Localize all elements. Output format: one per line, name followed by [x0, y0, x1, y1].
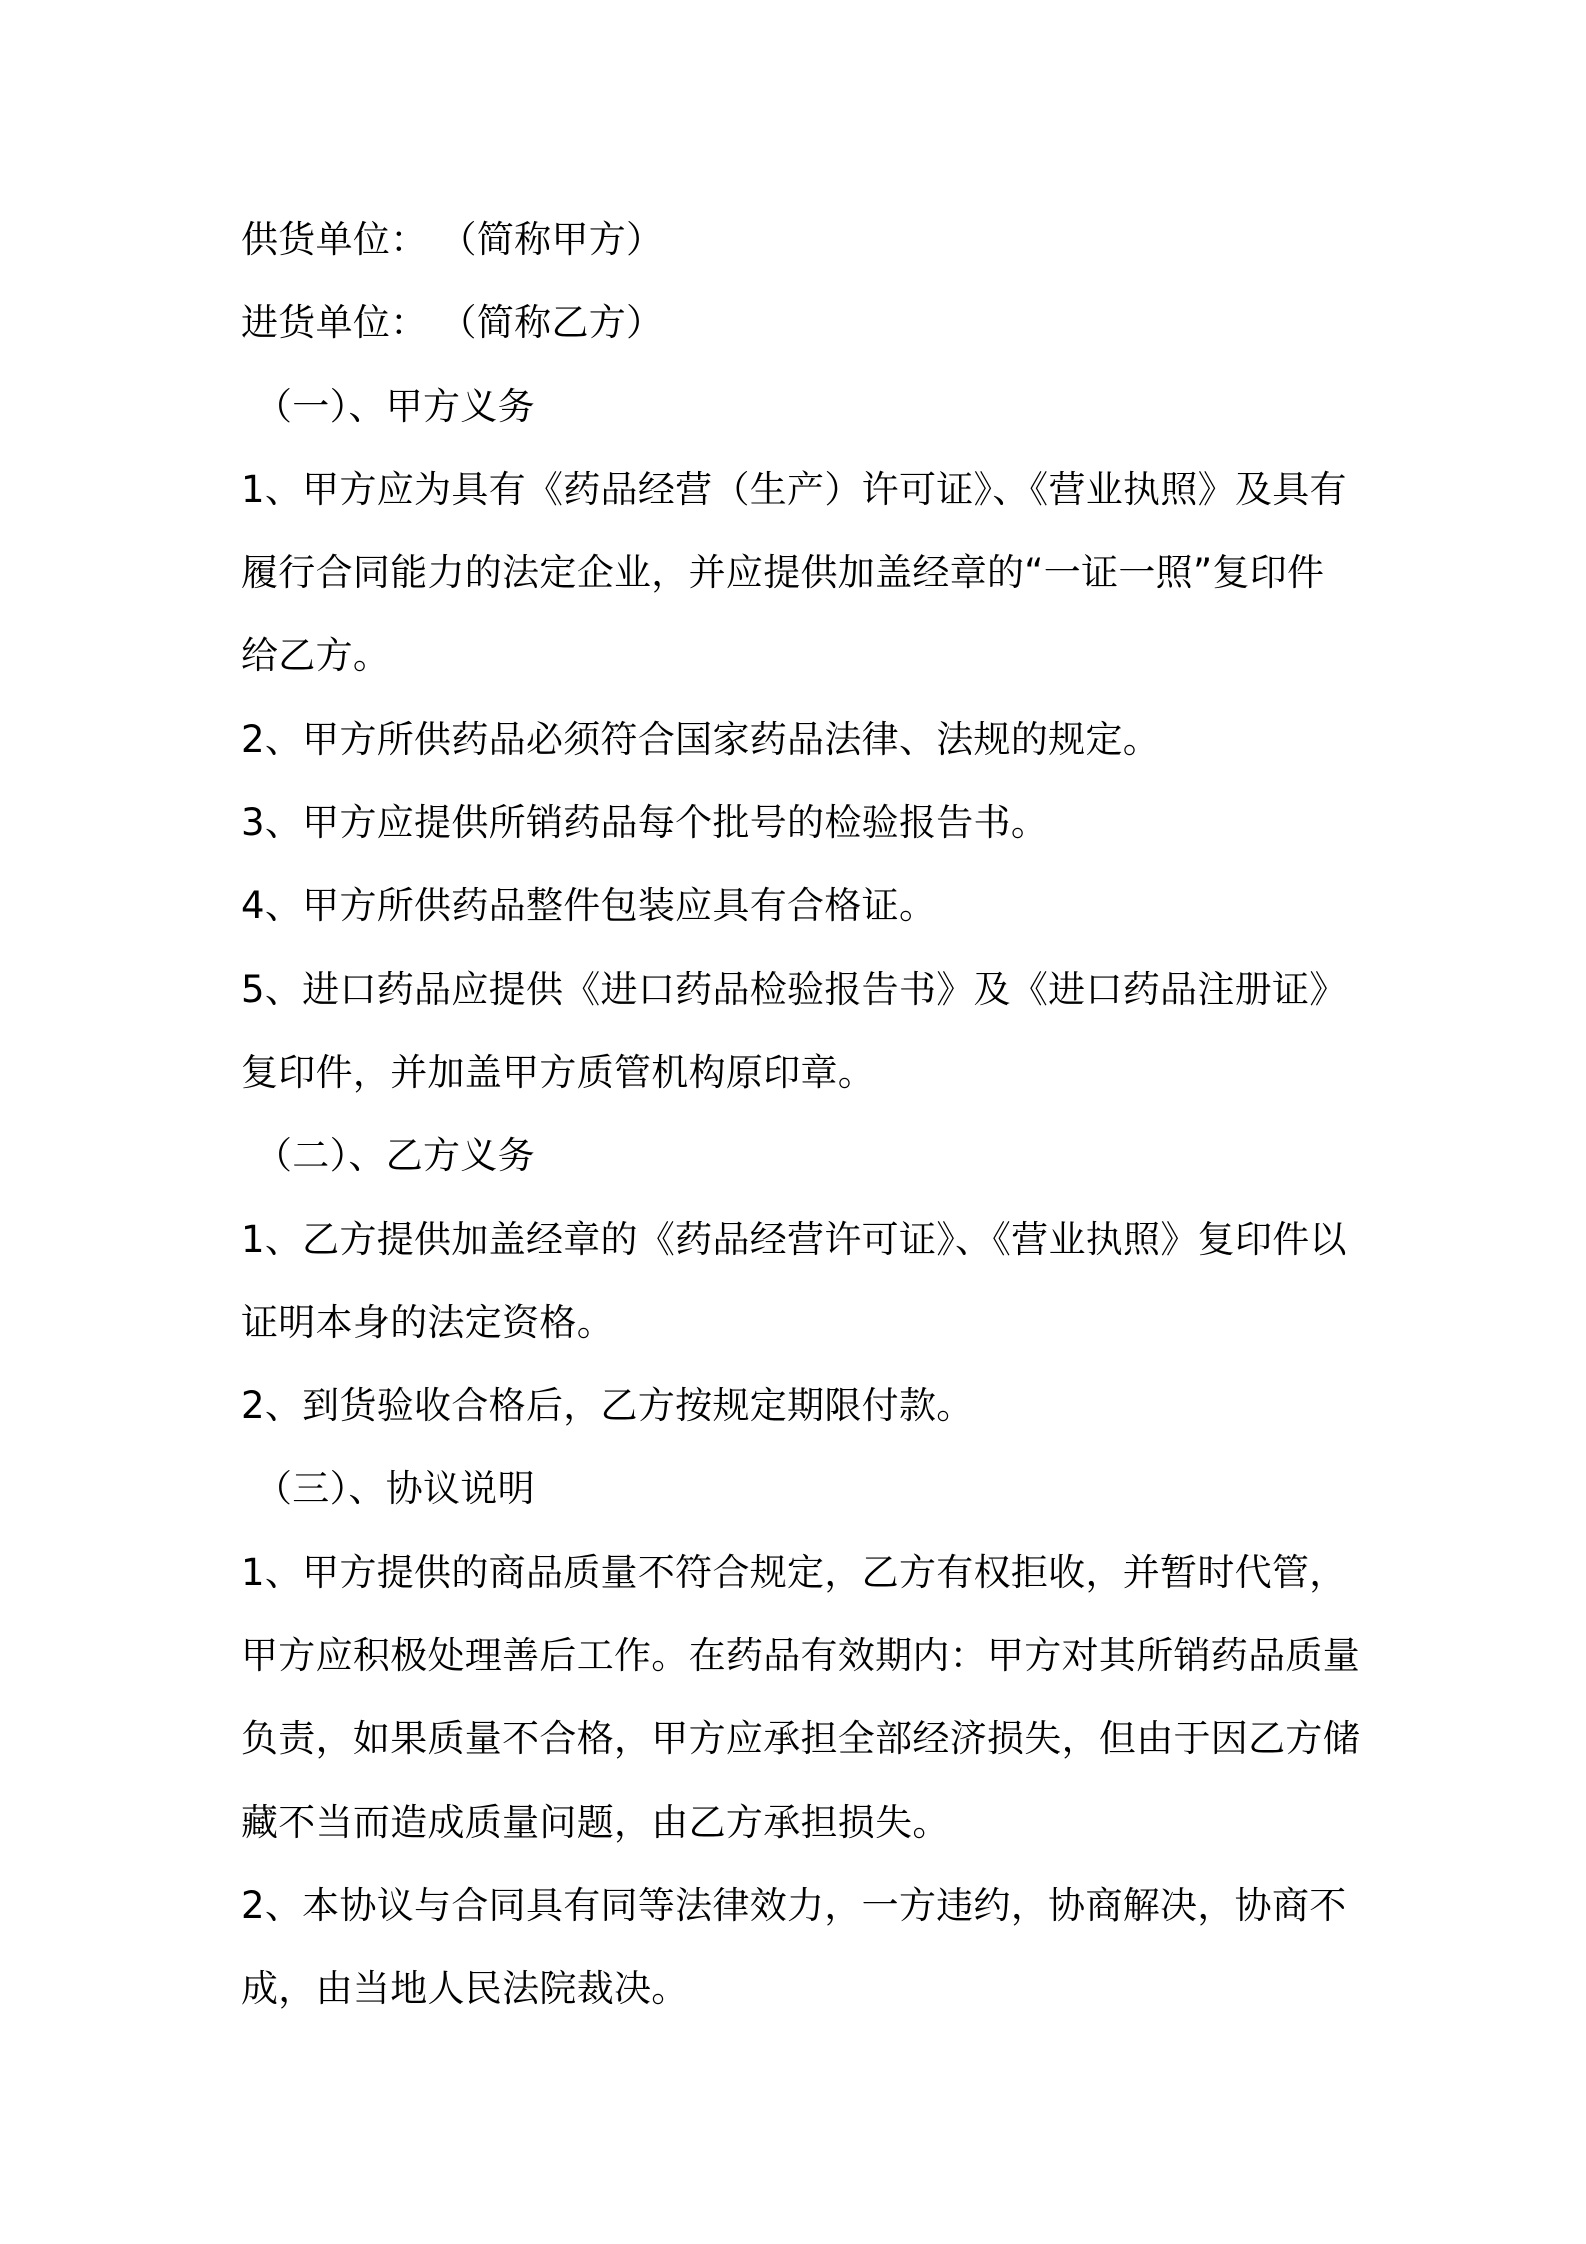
text-line: 复印件，并加盖甲方质管机构原印章。 [241, 1050, 876, 1094]
text-line: 3、甲方应提供所销药品每个批号的检验报告书。 [241, 801, 1049, 845]
text-line: 负责，如果质量不合格，甲方应承担全部经济损失，但由于因乙方储 [241, 1717, 1360, 1761]
supplier-line: 供货单位： （简称甲方） [241, 218, 664, 261]
text-line: 1、甲方应为具有《药品经营（生产）许可证》、《营业执照》及具有 [241, 467, 1347, 511]
text-line: 2、本协议与合同具有同等法律效力，一方违约，协商解决，协商不 [241, 1883, 1347, 1927]
section-heading-party-b: （二）、乙方义务 [255, 1134, 535, 1178]
text-line: 藏不当而造成质量问题，由乙方承担损失。 [241, 1800, 950, 1844]
section-heading-agreement: （三）、协议说明 [255, 1467, 535, 1511]
purchaser-line: 进货单位： （简称乙方） [241, 301, 664, 345]
text-line: 甲方应积极处理善后工作。在药品有效期内：甲方对其所销药品质量 [241, 1634, 1360, 1678]
text-line: 4、甲方所供药品整件包装应具有合格证。 [241, 884, 937, 928]
text-line: 证明本身的法定资格。 [241, 1300, 614, 1344]
text-line: 5、进口药品应提供《进口药品检验报告书》及《进口药品注册证》 [241, 967, 1347, 1011]
document-body [241, 198, 1360, 2031]
section-heading-party-a: （一）、甲方义务 [255, 384, 535, 428]
text-line: 1、乙方提供加盖经章的《药品经营许可证》、《营业执照》复印件以 [241, 1217, 1347, 1261]
text-line: 2、甲方所供药品必须符合国家药品法律、法规的规定。 [241, 717, 1161, 761]
text-line: 履行合同能力的法定企业，并应提供加盖经章的“一证一照”复印件 [241, 551, 1325, 595]
text-line: 给乙方。 [241, 634, 391, 678]
text-line: 1、甲方提供的商品质量不符合规定，乙方有权拒收，并暂时代管， [241, 1550, 1347, 1594]
text-line: 成，由当地人民法院裁决。 [241, 1967, 689, 2011]
text-line: 2、到货验收合格后，乙方按规定期限付款。 [241, 1384, 974, 1428]
